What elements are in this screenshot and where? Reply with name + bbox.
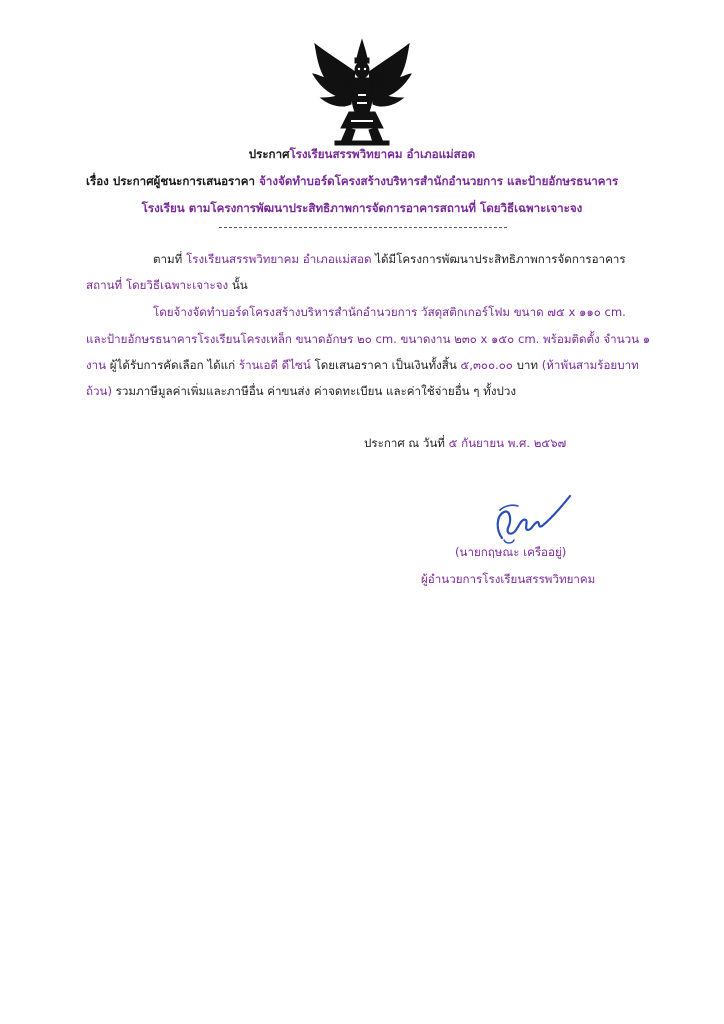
- subject-text-1: จ้างจัดทำบอร์ดโครงสร้างบริหารสำนักอำนวยการ และป้ายอักษรธนาคาร: [259, 174, 619, 188]
- title-prefix: ประกาศ: [248, 147, 290, 161]
- subject-line-1: [86, 172, 618, 190]
- signer-position: ผู้อำนวยการโรงเรียนสรรพวิทยาคม: [421, 572, 596, 586]
- paragraph-1-line-1: [153, 250, 626, 268]
- subject-line-2: โรงเรียน ตามโครงการพัฒนาประสิทธิภาพการจัดการอาคารสถานที่ โดยวิธีเฉพาะเจาะจง: [141, 201, 583, 215]
- handwritten-signature: [482, 486, 572, 546]
- announcement-title: [0, 145, 724, 163]
- p2-amount-words-end: ถ้วน): [86, 384, 112, 398]
- announce-date-line: [364, 434, 566, 452]
- paragraph-2-line-2: และป้ายอักษรธนาคารโรงเรียนโครงเหล็ก ขนาดอักษร ๒๐ cm. ขนาดงาน ๒๓๐ x ๑๕๐ cm. พร้อมติดตั้ง จำนวน ๑: [86, 332, 651, 346]
- paragraph-2-line-4: [86, 382, 516, 400]
- p1-lead: ตามที่: [153, 252, 183, 266]
- p2-currency: บาท: [516, 358, 539, 372]
- p1-end: นั้น: [231, 278, 248, 292]
- p2-selected-label: ผู้ได้รับการคัดเลือก ได้แก่: [109, 358, 236, 372]
- p2-amount: ๕,๓๐๐.๐๐: [460, 358, 513, 372]
- paragraph-1-line-2: [86, 276, 248, 294]
- announce-date: ๕ กันยายน พ.ศ. ๒๕๖๗: [448, 436, 567, 450]
- p1-method: สถานที่ โดยวิธีเฉพาะเจาะจง: [86, 278, 229, 292]
- p1-rest: ได้มีโครงการพัฒนาประสิทธิภาพการจัดการอาคาร: [375, 252, 626, 266]
- p2-vendor: ร้านเอดี ดีไซน์: [238, 358, 311, 372]
- p2-bid-label: โดยเสนอราคา เป็นเงินทั้งสิ้น: [314, 358, 457, 372]
- p1-organization: โรงเรียนสรรพวิทยาคม อำเภอแม่สอด: [186, 252, 372, 266]
- paragraph-2-line-3: [86, 356, 639, 374]
- p2-amount-words: (ห้าพันสามร้อยบาท: [541, 358, 639, 372]
- garuda-emblem-icon: [311, 38, 413, 146]
- paragraph-2-line-1: โดยจ้างจัดทำบอร์ดโครงสร้างบริหารสำนักอำนวยการ วัสดุสติกเกอร์โฟม ขนาด ๗๕ x ๑๑๐ cm.: [153, 305, 626, 319]
- announce-prefix: ประกาศ ณ วันที่: [364, 436, 445, 450]
- subject-label: เรื่อง ประกาศผู้ชนะการเสนอราคา: [86, 174, 256, 188]
- signer-name: (นายกฤษณะ เครืออยู่): [455, 545, 567, 559]
- title-organization: โรงเรียนสรรพวิทยาคม อำเภอแม่สอด: [289, 147, 476, 161]
- dashed-divider: [219, 227, 507, 228]
- p2-unit: งาน: [86, 358, 107, 372]
- p2-tax-note: รวมภาษีมูลค่าเพิ่มและภาษีอื่น ค่าขนส่ง ค่าจดทะเบียน และค่าใช้จ่ายอื่น ๆ ทั้งปวง: [115, 384, 517, 398]
